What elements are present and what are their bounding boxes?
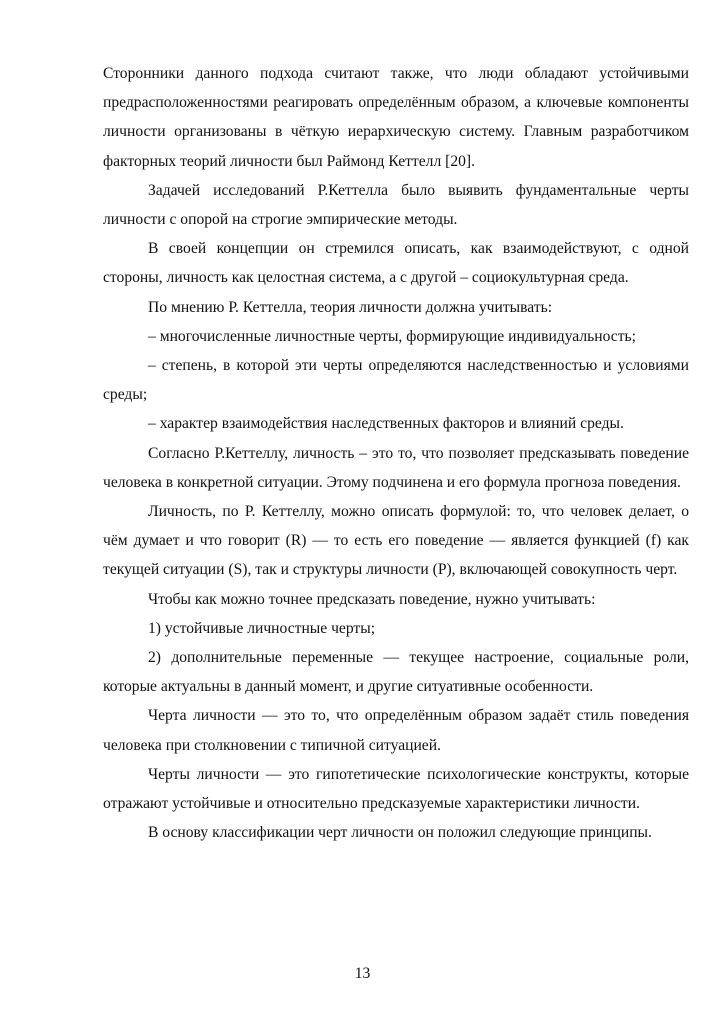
list-item-1: – многочисленные личностные черты, формирующие индивидуальность; <box>148 327 636 345</box>
list-item-3: – характер взаимодействия наследственных факторов и влияний среды. <box>148 415 624 433</box>
paragraph-2: Задачей исследований Р.Кеттелла было выявить фундаментальные черты личности с опорой на строгие эмпирические методы. <box>103 181 689 229</box>
paragraph-3: В своей концепции он стремился описать, как взаимодействуют, с одной стороны, личность как целостная система, а с другой – социокультурная среда. <box>103 240 689 287</box>
page-body <box>103 59 689 847</box>
list-item-2: – степень, в которой эти черты определяются наследственностью и условиями среды; <box>103 357 689 404</box>
paragraph-7: Чтобы как можно точнее предсказать поведение, нужно учитывать: <box>148 590 596 608</box>
paragraph-5: Согласно Р.Кеттеллу, личность – это то, что позволяет предсказывать поведение человека в конкретной ситуации. Этому подчинена и его формула прогноза поведения. <box>103 444 689 491</box>
paragraph-6: Личность, по Р. Кеттеллу, можно описать формулой: то, что человек делает, о чём думает и что говорит (R) — то есть его поведение — является функцией (f) как текущей ситуации (S), так и структуры личности (P), включающей совокупность черт. <box>103 503 689 579</box>
numbered-item-2: 2) дополнительные переменные — текущее настроение, социальные роли, которые актуальны в данный момент, и другие ситуативные особенности. <box>103 649 689 696</box>
paragraph-10: В основу классификации черт личности он положил следующие принципы. <box>148 824 652 842</box>
numbered-item-1: 1) устойчивые личностные черты; <box>148 619 376 637</box>
page-number: 13 <box>354 965 371 982</box>
paragraph-8: Черта личности — это то, что определённым образом задаёт стиль поведения человека при столкновении с типичной ситуацией. <box>103 707 689 754</box>
paragraph-9: Черты личности — это гипотетические психологические конструкты, которые отражают устойчивые и относительно предсказуемые характеристики личности. <box>103 765 689 813</box>
paragraph-1: Сторонники данного подхода считают также, что люди обладают устойчивыми предрасположенностями реагировать определённым образом, а ключевые компоненты личности организованы в чёткую иерархическую систему. Главным разработчиком факторных теорий личности был Раймонд Кеттелл [20]. <box>103 65 689 170</box>
paragraph-4: По мнению Р. Кеттелла, теория личности должна учитывать: <box>148 298 553 316</box>
